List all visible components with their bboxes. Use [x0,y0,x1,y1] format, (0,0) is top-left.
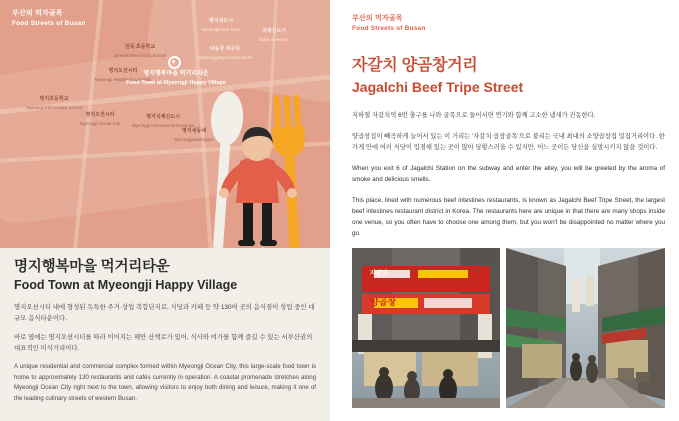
body-paragraph-kr-2: 양곱창집이 빼곡하게 늘어서 있는 이 거리는 '자갈치 곱창골목'으로 불리는 국내 최대의 소양곱창집 밀집거리이다. 한 가게 안에 여러 식당이 입점해 있는 곳이 많아 당황스러울 수 있지만, 어느 곳이든 당신을 실망시키지 않을 것이다. [352,133,665,151]
map-label: 국제신도시 Gukje Newtown [258,28,290,42]
page-title-en: Food Town at Myeongji Happy Village [14,278,238,292]
body-paragraph-kr-1: 지하철 자갈치역 6번 출구를 나와 골목으로 들어서면 연기와 함께 고소한 냄새가 진동한다. [352,112,596,119]
map-label: 명지국제신도시 Myeongji International Newtown [132,114,195,128]
photo-sign-text-kr-2: 양곱창 [370,297,397,307]
left-article [0,248,330,404]
body-paragraph-en-1: When you exit 6 of Jagalchi Station on the subway and enter the alley, you will be greeted by the aroma of smoke and delicious smells. [352,165,665,183]
left-page [0,0,330,421]
map-label: 낙동강 하구둑 Nakdonggang Estuary Bank [197,46,253,60]
map-label: 명지초등학교 Myeongji Elementary School [26,96,82,110]
right-article [352,56,665,249]
photo-restaurant-signs [352,248,500,408]
brand-title-en: Food Streets of Busan [12,20,86,27]
page-title-kr: 명지행복마을 먹거리타운 [14,259,170,275]
chef-illustration [180,83,330,248]
photo-gallery [352,248,665,408]
brand-title-kr: 부산의 먹자골목 [12,10,63,17]
right-page [338,0,679,421]
photo-market-alley [506,248,665,408]
body-paragraph-kr-1: 명지오션시티 내에 형성된 독특한 주거·상업 복합단지로, 식당과 카페 등 약 130여 곳의 음식점이 성업 중인 대규모 음식타운이다. [14,304,315,322]
map-label: 명지새도시 Myeongji New Town [201,18,241,32]
body-paragraph-kr-2: 바로 옆에는 명지오션시티를 따라 이어지는 해안 산책로가 있어, 식사와 여가를 함께 즐길 수 있는 서부산권의 대표적인 미식거리이다. [14,334,313,352]
map-highlight-label: 명지행복마을 먹거리타운 Food Town at Myeongji Happy Village [126,71,226,86]
body-paragraph-en-2: This place, lined with numerous beef intestines restaurants, is known as Jagalchi Beef Tripe Street, the largest beef intestines restaurant district in Korea. The restaurants here are unique in that there are many shops inside one venue, so you often have to choose one among them, but you won't be disappointed no matter where you go. [352,197,665,237]
brand-title-en: Food Streets of Busan [352,25,426,32]
brand-logo-right [352,14,426,34]
body-paragraph-en: A unique residential and commercial complex formed within Myeongji Ocean City, this large-scale food town is home to approximately 130 restaurants and cafés currently in operation. A coastal promenade stretches along Myeongji Ocean City right next to the town, allowing visitors to enjoy both dining and leisure, making it one of the leading culinary streets of western Busan. [14,363,316,402]
brand-title-kr: 부산의 먹자골목 [352,15,403,22]
photo-sign-text-kr-1: 자갈치 [370,271,388,277]
map-label: 명지오션시티 Myeongji Ocean City [79,112,121,126]
map-illustration [0,0,330,248]
section-title-kr: 자갈치 양곰창거리 [352,57,478,74]
section-title-en: Jagalchi Beef Tripe Street [352,79,524,95]
map-pin-icon [168,56,181,69]
map-label: 명지새동네 Myeongjisaedongne [174,128,214,142]
map-label: 명지오션시티 Myeongji Neighborhood Park [94,68,152,82]
map-label: 진목 초등학교 Jinmok Elementary School [114,44,166,58]
brand-logo [12,9,86,29]
